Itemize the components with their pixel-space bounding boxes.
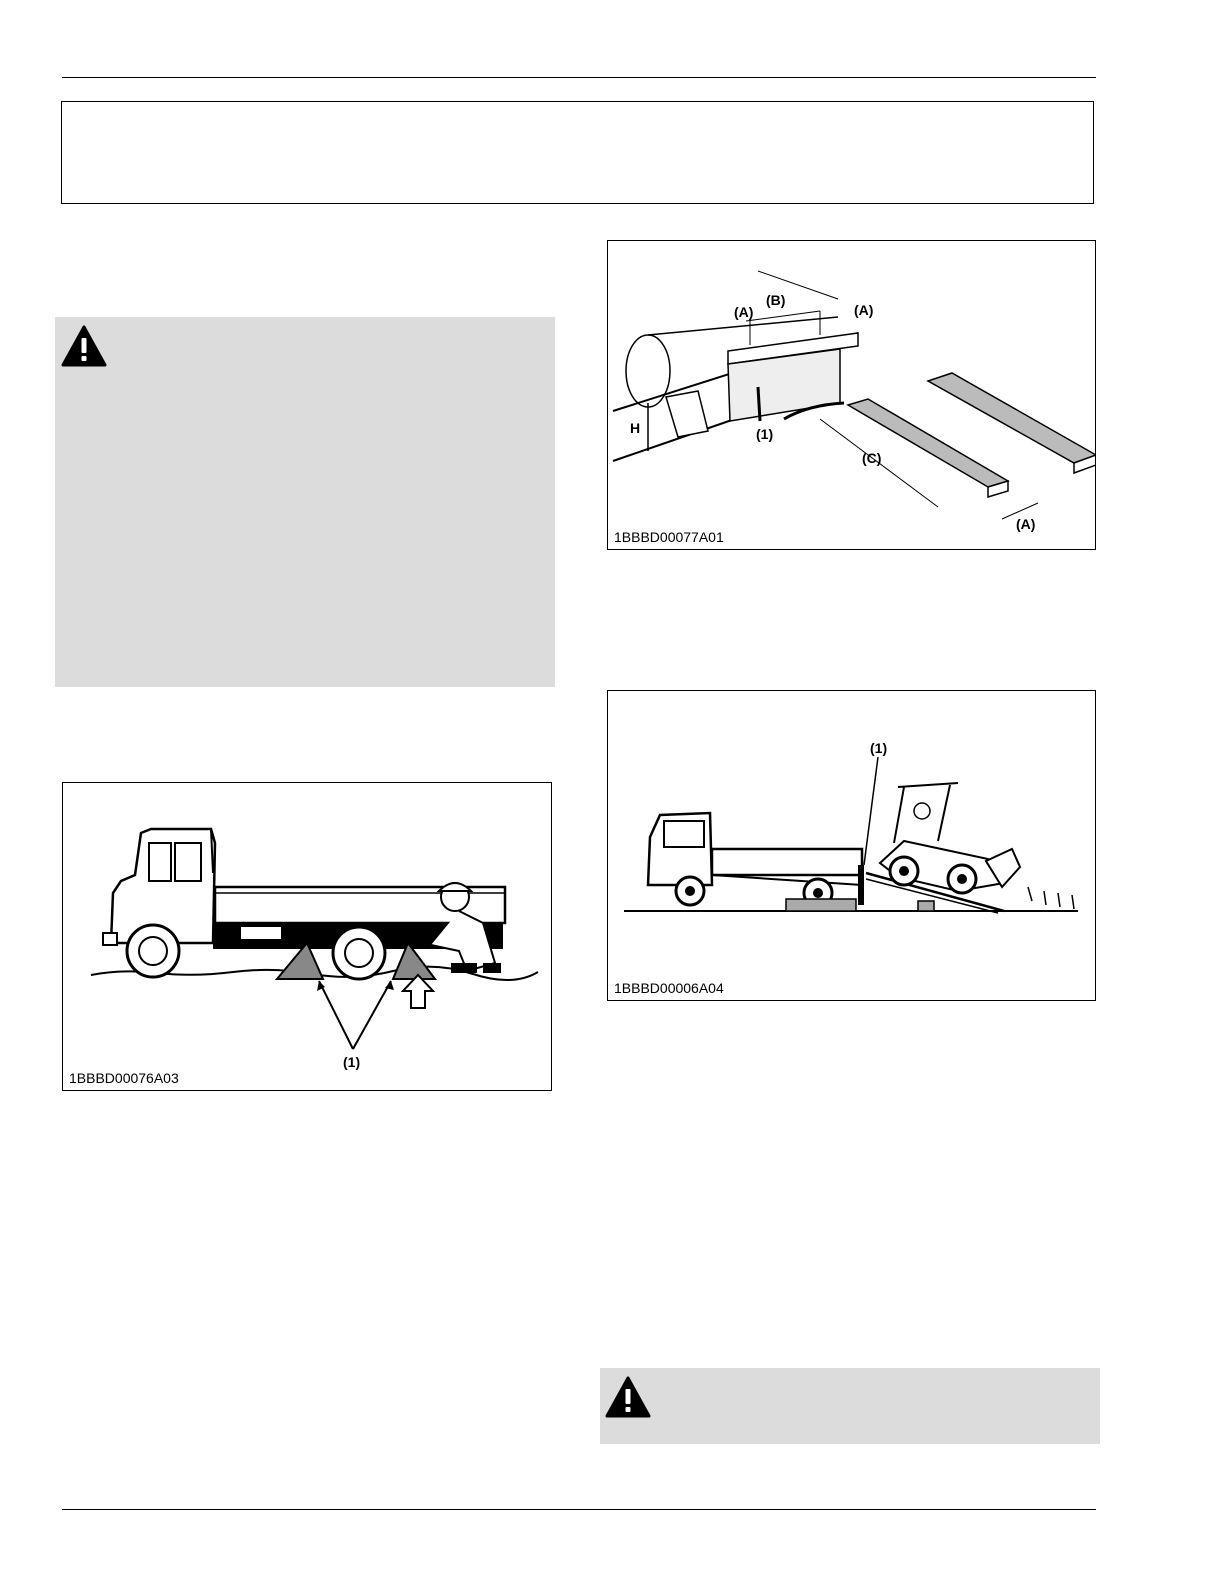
dimension-label-a-left: (A): [734, 304, 754, 320]
truck-chocks-illustration: [63, 783, 552, 1091]
dimension-label-h: H: [630, 420, 641, 436]
figure-caption: 1BBBD00076A03: [69, 1070, 179, 1086]
warning-box-left: [55, 317, 555, 687]
dimension-label-b: (B): [766, 292, 786, 308]
footer-rule: [62, 1509, 1096, 1510]
dimension-label-a-bottom: (A): [1016, 516, 1036, 532]
ramps-illustration: [608, 241, 1096, 550]
callout-1: (1): [343, 1054, 361, 1070]
warning-triangle-icon: [61, 325, 107, 367]
figure-caption: 1BBBD00077A01: [614, 529, 724, 545]
figure-ramps: [607, 240, 1096, 550]
figure-caption: 1BBBD00006A04: [614, 980, 724, 996]
header-notice-box: [61, 101, 1094, 204]
figure-truck-wheel-chocks: [62, 782, 552, 1091]
callout-1: (1): [756, 426, 774, 442]
loader-loading-illustration: [608, 691, 1096, 1001]
header-rule: [62, 77, 1096, 78]
dimension-label-a-right: (A): [854, 302, 874, 318]
callout-1: (1): [870, 740, 888, 756]
warning-triangle-icon: [605, 1376, 651, 1418]
warning-box-right: [600, 1368, 1100, 1444]
figure-loader-loading: [607, 690, 1096, 1001]
dimension-label-c: (C): [862, 450, 882, 466]
